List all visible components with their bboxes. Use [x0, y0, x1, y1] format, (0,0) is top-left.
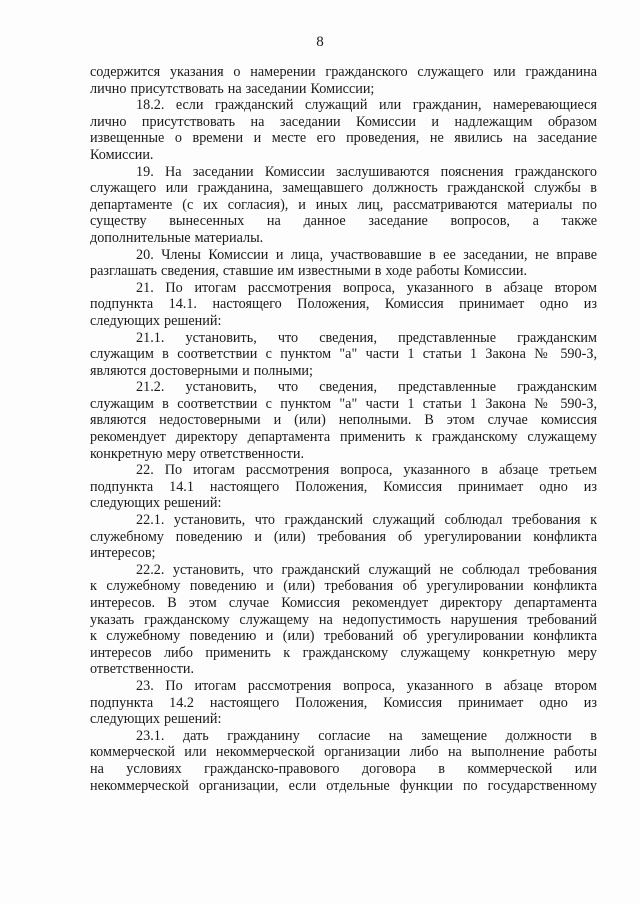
paragraph-22-1 — [90, 512, 597, 562]
text-line: 22.1. установить, что гражданский служащий соблюдал требования к — [136, 512, 597, 529]
text-line: конкретную меру ответственности. — [90, 445, 305, 462]
text-line: коммерческой или некоммерческой организации либо на выполнение работы — [90, 744, 597, 761]
text-line: служащим в соответствии с пунктом "а" части 1 статьи 1 Закона № 590-З, — [90, 395, 597, 412]
text-line: содержится указания о намерении гражданского служащего или гражданина — [90, 64, 597, 80]
text-line: подпункта 14.1. настоящего Положения, Комиссия принимает одно из — [90, 296, 597, 313]
text-line: департаменте (с их согласия), и иных лиц, рассматриваются материалы по — [90, 196, 597, 213]
text-line: лично присутствовать на заседании Комиссии и надлежащим образом — [90, 113, 597, 130]
text-line: разглашать сведения, ставшие им известными в ходе работы Комиссии. — [90, 263, 528, 280]
paragraph-23 — [90, 678, 597, 728]
text-line: 22.2. установить, что гражданский служащий не соблюдал требования — [136, 561, 597, 578]
text-line: дополнительные материалы. — [90, 229, 264, 246]
text-line: извещенные о времени и месте его проведения, не явились на заседание — [90, 130, 597, 147]
text-line: следующих решений: — [90, 312, 222, 329]
page-number: 8 — [316, 34, 324, 50]
text-line: на условиях гражданско-правового договора в коммерческой или — [90, 760, 597, 777]
text-line: являются недостоверными и (или) неполными. В этом случае комиссия — [90, 412, 597, 429]
paragraph-22 — [90, 462, 597, 512]
text-line: интересов. В этом случае Комиссия рекомендует директору департамента — [90, 595, 597, 611]
text-line: служебному поведению и (или) требования об урегулировании конфликта — [90, 528, 597, 545]
text-line: 23.1. дать гражданину согласие на замещение должности в — [136, 727, 597, 744]
text-line: 21.1. установить, что сведения, представленные гражданским — [136, 329, 597, 346]
paragraph-continuation — [90, 64, 597, 97]
text-line: указать гражданскому служащему на недопустимость нарушения требований — [90, 611, 597, 628]
paragraph-18-2 — [90, 97, 597, 163]
text-line: некоммерческой организации, если отдельные функции по государственному — [90, 777, 597, 794]
paragraph-21 — [90, 280, 597, 330]
paragraph-23-1 — [90, 728, 597, 794]
text-line: лично присутствовать на заседании Комиссии; — [90, 80, 375, 97]
text-line: 18.2. если гражданский служащий или гражданин, намеревающиеся — [136, 97, 597, 114]
paragraph-20 — [90, 247, 597, 280]
text-line: к служебному поведению и (или) требований об урегулировании конфликта — [90, 628, 597, 645]
text-line: служащим в соответствии с пунктом "а" части 1 статьи 1 Закона № 590-З, — [90, 346, 597, 363]
paragraph-22-2 — [90, 562, 597, 678]
text-line: Комиссии. — [90, 146, 154, 163]
text-line: существу вынесенных на данное заседание вопросов, а также — [90, 213, 597, 230]
text-line: интересов либо применить к гражданскому служащему конкретную меру — [90, 644, 597, 661]
text-line: подпункта 14.1 настоящего Положения, Комиссия принимает одно из — [90, 478, 597, 495]
text-line: к служебному поведению и (или) требования об урегулировании конфликта — [90, 578, 597, 595]
text-line: 21.2. установить, что сведения, представленные гражданским — [136, 379, 597, 396]
paragraph-21-2 — [90, 379, 597, 462]
text-line: следующих решений: — [90, 495, 222, 512]
document-body — [90, 64, 597, 794]
text-line: следующих решений: — [90, 711, 222, 728]
text-line: интересов; — [90, 545, 156, 562]
paragraph-19 — [90, 164, 597, 247]
text-line: 19. На заседании Комиссии заслушиваются пояснения гражданского — [136, 163, 597, 180]
text-line: 20. Члены Комиссии и лица, участвовавшие в ее заседании, не вправе — [136, 246, 597, 263]
text-line: рекомендует директору департамента применить к гражданскому служащему — [90, 429, 597, 446]
text-line: служащего или гражданина, замещавшего должность гражданской службы в — [90, 180, 597, 197]
text-line: ответственности. — [90, 661, 195, 678]
text-line: являются достоверными и полными; — [90, 362, 313, 379]
text-line: 21. По итогам рассмотрения вопроса, указанного в абзаце втором — [136, 279, 597, 296]
text-line: 23. По итогам рассмотрения вопроса, указанного в абзаце втором — [136, 677, 597, 694]
paragraph-21-1 — [90, 330, 597, 380]
text-line: подпункта 14.2 настоящего Положения, Комиссия принимает одно из — [90, 694, 597, 711]
text-line: 22. По итогам рассмотрения вопроса, указанного в абзаце третьем — [136, 462, 597, 479]
